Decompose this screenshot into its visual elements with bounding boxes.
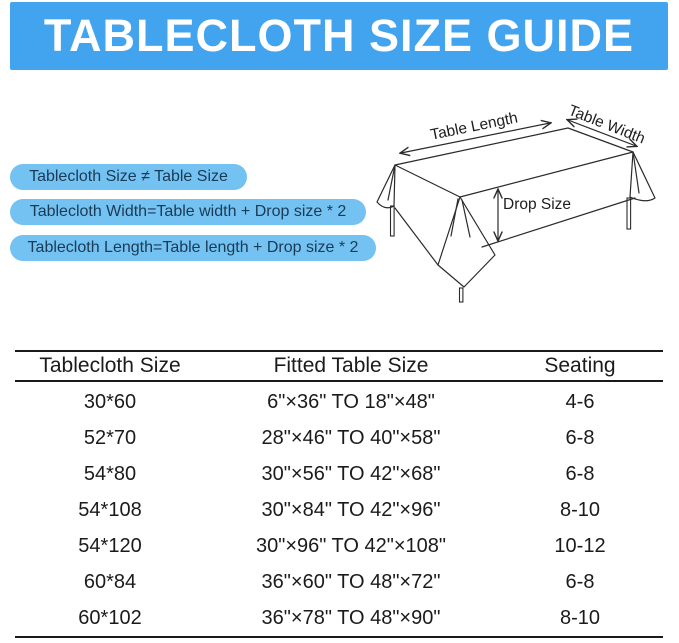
note-length-formula — [10, 235, 376, 261]
cloth-left-drape — [377, 165, 395, 208]
cell-fitted-table-size: 30"×96" TO 42"×108" — [255, 534, 447, 557]
table-row — [15, 564, 663, 600]
note-length-formula-label: Tablecloth Length=Table length + Drop size * 2 — [27, 239, 359, 256]
cell-fitted-table-size: 28"×46" TO 40"×58" — [261, 426, 441, 449]
cell-seating: 10-12 — [554, 534, 606, 557]
cell-fitted-table-size: 30"×84" TO 42"×96" — [261, 498, 441, 521]
cloth-front-corner — [438, 197, 495, 287]
note-size-not-equal-label: Tablecloth Size ≠ Table Size — [29, 168, 228, 185]
cell-tablecloth-size: 60*102 — [78, 606, 142, 629]
page-title: TABLECLOTH SIZE GUIDE — [43, 10, 635, 61]
table-length-label: Table Length — [428, 109, 520, 144]
cloth-left-hem — [395, 208, 438, 265]
cell-fitted-table-size: 6"×36" TO 18"×48" — [267, 390, 435, 413]
cell-fitted-table-size: 36"×60" TO 48"×72" — [261, 570, 441, 593]
cell-tablecloth-size: 60*84 — [83, 570, 137, 593]
size-table-body — [15, 382, 663, 636]
cell-seating: 4-6 — [565, 390, 595, 413]
size-table-header — [15, 352, 663, 382]
cell-tablecloth-size: 54*120 — [78, 534, 142, 557]
note-width-formula — [10, 199, 366, 225]
note-size-not-equal — [10, 164, 247, 190]
table-leg-right — [627, 198, 631, 229]
cell-tablecloth-size: 54*108 — [78, 498, 142, 521]
column-header-seating: Seating — [544, 354, 616, 377]
cell-fitted-table-size: 30"×56" TO 42"×68" — [261, 462, 441, 485]
table-row — [15, 492, 663, 528]
table-illustration — [358, 98, 674, 313]
cell-seating: 6-8 — [565, 570, 595, 593]
cell-fitted-table-size: 36"×78" TO 48"×90" — [261, 606, 441, 629]
table-row — [15, 420, 663, 456]
table-leg-left — [391, 206, 395, 236]
column-header-tablecloth-size: Tablecloth Size — [39, 354, 181, 377]
cloth-front-fold-right — [462, 200, 470, 237]
table-row — [15, 384, 663, 420]
cell-seating: 8-10 — [559, 606, 601, 629]
table-width-label: Table Width — [565, 102, 648, 148]
tablecloth-diagram-svg — [358, 98, 674, 313]
column-header-fitted-table-size: Fitted Table Size — [273, 354, 429, 377]
cell-seating: 6-8 — [565, 462, 595, 485]
table-row — [15, 456, 663, 492]
cell-seating: 8-10 — [559, 498, 601, 521]
title-banner — [10, 2, 668, 70]
cell-tablecloth-size: 30*60 — [83, 390, 137, 413]
note-width-formula-label: Tablecloth Width=Table width + Drop size * 2 — [29, 203, 347, 220]
table-leg-front — [460, 288, 463, 302]
table-row — [15, 600, 663, 636]
cell-seating: 6-8 — [565, 426, 595, 449]
table-row — [15, 528, 663, 564]
cell-tablecloth-size: 52*70 — [83, 426, 137, 449]
cloth-front-fold-left — [451, 199, 458, 236]
cell-tablecloth-size: 54*80 — [83, 462, 137, 485]
size-table — [15, 350, 663, 638]
drop-size-label: Drop Size — [503, 196, 572, 213]
